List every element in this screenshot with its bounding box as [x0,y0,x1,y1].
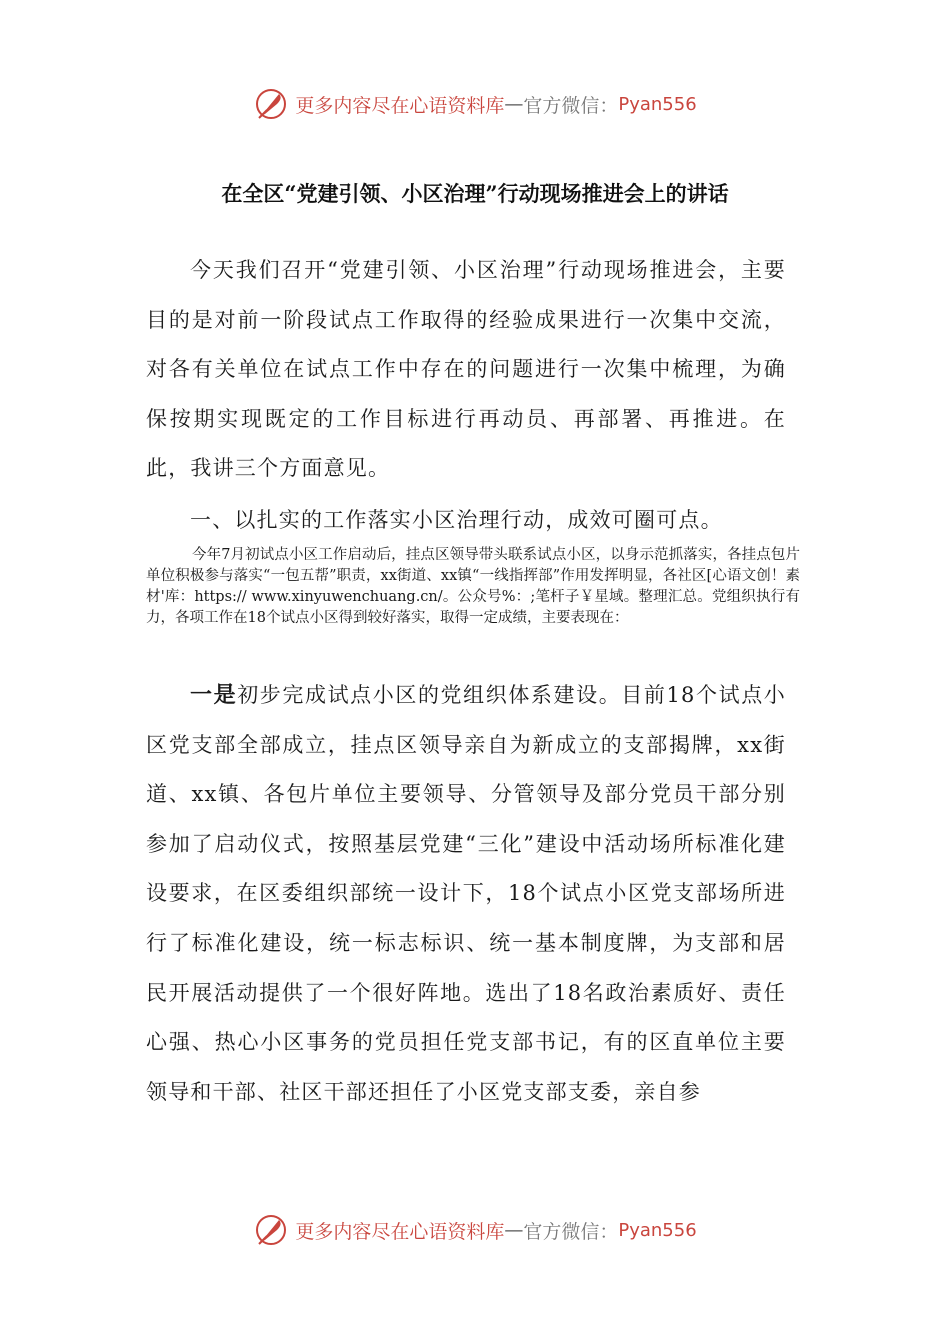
watermark-label: 官方微信： [523,94,619,117]
point-1-text: 初步完成试点小区的党组织体系建设。目前18个试点小区党支部全部成立，挂点区领导亲自为新成立的支部揭牌，xx街道、xx镇、各包片单位主要领导、分管领导及部分党员干部分别参加了启动仪式，按照基层党建“三化”建设中活动场所标准化建设要求，在区委组织部统一设计下，18个试点小区党支部场所进行了标准化建设，统一标志标识、统一基本制度牌，为支部和居民开展活动提供了一个很好阵地。选出了18名政治素质好、责任心强、热心小区事务的党员担任党支部书记，有的区直单位主要领导和干部、社区干部还担任了小区党支部支委，亲自参 [146,683,786,1104]
feather-pen-logo-icon [253,86,289,122]
feather-pen-logo-icon [253,1212,289,1248]
point-1-paragraph [146,671,786,1117]
section-1-heading: 一、以扎实的工作落实小区治理行动，成效可圈可点。 [190,508,723,532]
header-watermark [0,84,950,124]
section-1-small-paragraph: 今年7月初试点小区工作启动后，挂点区领导带头联系试点小区，以身示范抓落实，各挂点包片单位积极参与落实“一包五帮”职责，xx街道、xx镇“一线指挥部”作用发挥明显，各社区[心语文创！素材'库：https:// www.xinyuwenchuang.cn/。公众号%：;笔杆子￥星域。整理汇总。党组织执行有力，各项工作在18个试点小区得到较好落实，取得一定成绩，主要表现在： [146,547,800,626]
watermark-site: 更多内容尽在心语资料库 [295,94,505,117]
watermark-wechat: Pyan556 [618,1219,697,1241]
watermark-separator: — [504,93,524,115]
watermark-separator: — [504,1219,524,1241]
document-title: 在全区“党建引领、小区治理”行动现场推进会上的讲话 [221,181,729,206]
point-1-lead: 一是 [190,682,238,708]
intro-paragraph: 今天我们召开“党建引领、小区治理”行动现场推进会，主要目的是对前一阶段试点工作取得的经验成果进行一次集中交流，对各有关单位在试点工作中存在的问题进行一次集中梳理，为确保按期实现既定的工作目标进行再动员、再部署、再推进。在此，我讲三个方面意见。 [146,258,786,481]
watermark-site: 更多内容尽在心语资料库 [295,1220,505,1243]
watermark-label: 官方微信： [523,1220,619,1243]
watermark-wechat: Pyan556 [618,93,697,115]
footer-watermark [0,1210,950,1250]
